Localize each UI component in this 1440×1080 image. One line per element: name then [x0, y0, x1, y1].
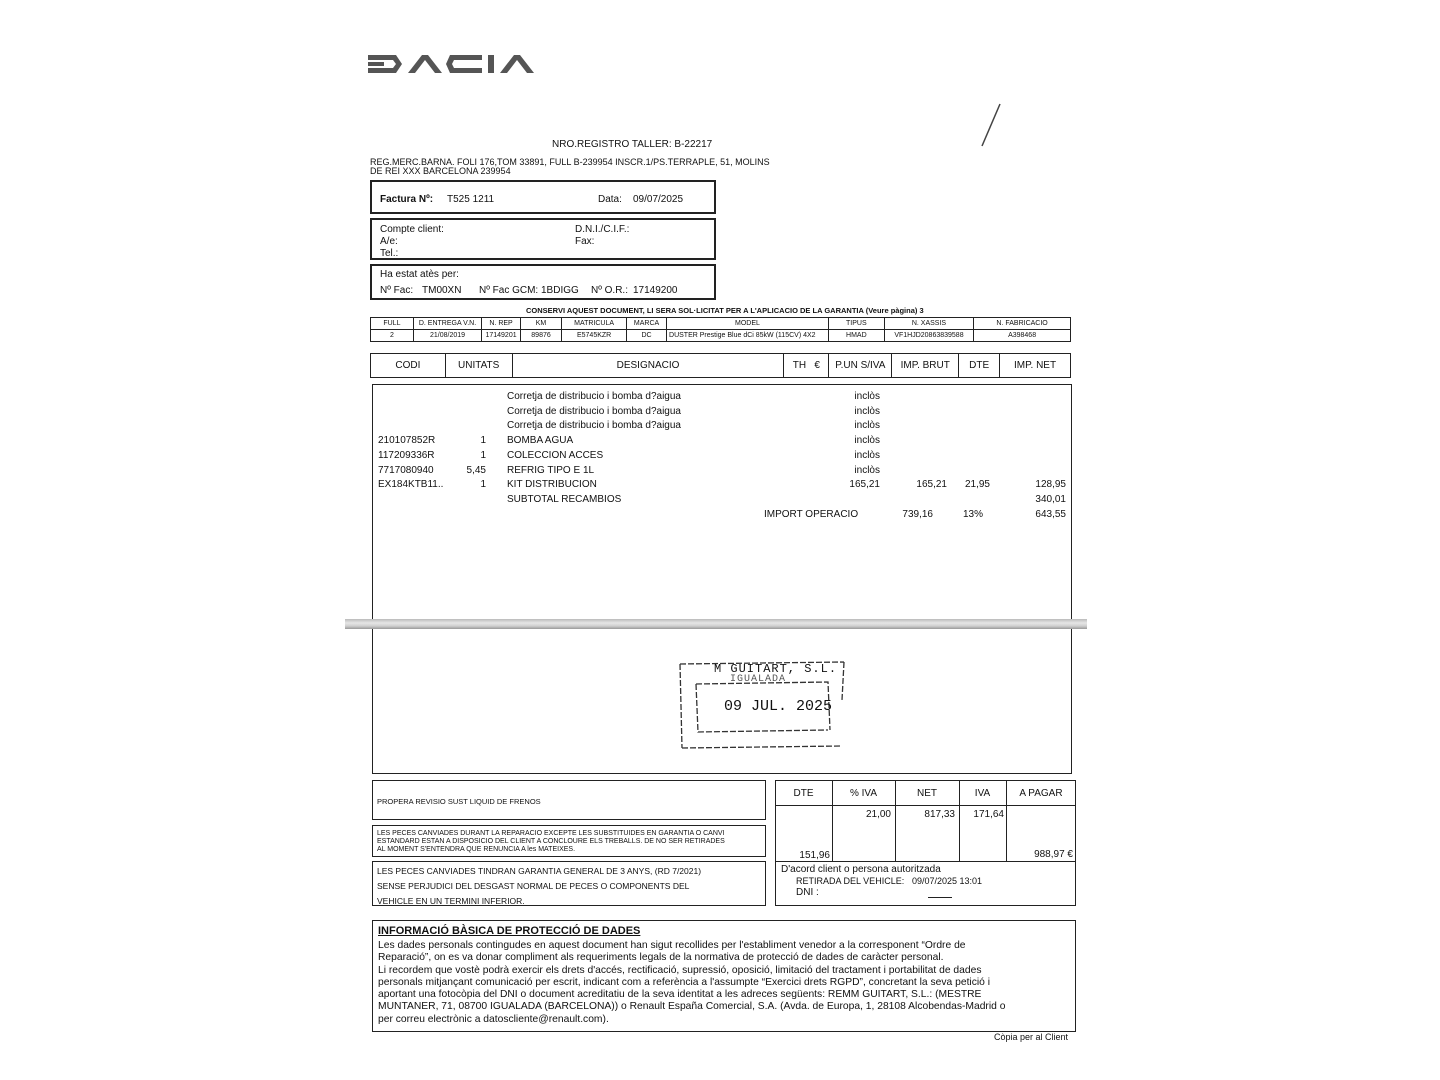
vehicle-col-matricula: MATRICULA: [562, 318, 627, 330]
item-pun: inclòs: [854, 420, 880, 431]
privacy-line-3: Li recordem que vostè podrà exercir els drets d'accés, rectificació, supressió, oposició, limitació del tractament i portabilitat de dades: [378, 964, 982, 976]
data-value: 09/07/2025: [633, 194, 684, 205]
item-pun: inclòs: [854, 391, 880, 402]
reg-merc-line1: REG.MERC.BARNA. FOLI 176,TOM 33891, FULL B-239954 INSCR.1/PS.TERRAPLE, 51, MOLINS: [370, 157, 770, 167]
col-unitats: UNITATS: [445, 354, 512, 378]
subtotal-value: 340,01: [1035, 494, 1066, 505]
vehicle-col-tipus: TIPUS: [828, 318, 884, 330]
col-dte: DTE: [959, 354, 1000, 378]
vehicle-entrega: 21/08/2019: [413, 330, 481, 342]
totals-head-apagar: A PAGAR: [1019, 788, 1063, 799]
or-label: Nº O.R.:: [591, 285, 628, 296]
stamp-date: 09 JUL. 2025: [724, 698, 833, 715]
vehicle-col-xassis: N. XASSIS: [884, 318, 973, 330]
retirada-label: RETIRADA DEL VEHICLE:: [796, 876, 905, 886]
subtotal-label: SUBTOTAL RECAMBIOS: [507, 494, 622, 505]
col-net: IMP. NET: [1000, 354, 1071, 378]
dni-label: DNI :: [796, 887, 819, 898]
vehicle-col-fabricacio: N. FABRICACIO: [974, 318, 1071, 330]
operacio-label: IMPORT OPERACIO: [764, 509, 859, 520]
acord-text: D'acord client o persona autoritzada: [781, 864, 941, 875]
peces-line3: AL MOMENT S'ENTENDRA QUE RENUNCIA A les MATEIXES.: [377, 846, 576, 853]
garantia-text: [377, 864, 701, 909]
col-euro-label: €: [814, 360, 820, 371]
item-brut: 165,21: [916, 479, 947, 490]
item-designacio: Corretja de distribucio i bomba d?aigua: [507, 420, 681, 431]
item-unitats: 1: [480, 435, 486, 446]
operacio-net: 643,55: [1035, 509, 1066, 520]
privacy-line-6: MUNTANER, 71, 08700 IGUALADA (BARCELONA)) o Renault España Comercial, S.A. (Avda. de Europa, 1, 28108 Alcobendas-Madrid o: [378, 1001, 1006, 1013]
nfac-label: Nº Fac:: [380, 285, 414, 296]
col-designacio: DESIGNACIO: [512, 354, 784, 378]
ae-label: A/e:: [380, 236, 398, 247]
stamp-line1: M GUITART, S.L.: [714, 662, 838, 676]
item-pun: 165,21: [849, 479, 880, 490]
propera-text: PROPERA REVISIO SUST LIQUID DE FRENOS: [377, 797, 541, 806]
peces-text: [377, 830, 725, 854]
reg-merc-line2: DE REI XXX BARCELONA 239954: [370, 166, 511, 176]
operacio-brut: 739,16: [902, 509, 933, 520]
item-designacio: Corretja de distribucio i bomba d?aigua: [507, 391, 681, 402]
vehicle-col-km: KM: [520, 318, 561, 330]
col-th: [784, 354, 829, 378]
conservi-notice: CONSERVI AQUEST DOCUMENT, LI SERA SOL·LICITAT PER A L'APLICACIO DE LA GARANTIA (Veure pàgina) 3: [526, 306, 924, 315]
item-designacio: BOMBA AGUA: [507, 435, 574, 446]
privacy-line-1: Les dades personals contingudes en aquest document han sigut recollides per l'establiment venedor a la corresponent “Ordre de: [378, 940, 966, 951]
peces-line2: ESTANDARD ESTAN A DISPOSICIO DEL CLIENT A CONCLOURE ELS TREBALLS. DE NO SER RETIRADES: [377, 838, 725, 845]
vehicle-xassis: VF1HJD20863839588: [884, 330, 973, 342]
privacy-line-2: Reparació”, on es va donar compliment als requeriments legals de la normativa de protecció de dades de caràcter personal.: [378, 952, 944, 964]
vehicle-col-entrega: D. ENTREGA V.N.: [413, 318, 481, 330]
gcm-label: Nº Fac GCM:: [479, 285, 539, 296]
vehicle-table: [370, 317, 1071, 342]
peces-line1: LES PECES CANVIADES DURANT LA REPARACIO EXCEPTE LES SUBSTITUIDES EN GARANTIA O CANVI: [377, 830, 725, 837]
vehicle-col-full: FULL: [371, 318, 414, 330]
vehicle-fabricacio: A398468: [974, 330, 1071, 342]
vehicle-col-marca: MARCA: [627, 318, 667, 330]
company-stamp: [678, 660, 846, 752]
compte-client-label: Compte client:: [380, 224, 444, 235]
vehicle-model: DUSTER Prestige Blue dCi 85kW (115CV) 4X2: [667, 330, 829, 342]
factura-label: Factura Nº:: [380, 194, 434, 205]
scan-fold-band: [345, 619, 1087, 629]
totals-iva: 171,64: [973, 809, 1004, 820]
gcm-value: 1BDIGG: [541, 285, 579, 296]
privacy-line-7: per correu electrònic a datoscliente@renault.com).: [378, 1013, 609, 1025]
item-designacio: Corretja de distribucio i bomba d?aigua: [507, 406, 681, 417]
vehicle-value-row: [371, 330, 1071, 342]
totals-head-net: NET: [917, 788, 937, 799]
item-codi: EX184KTB11..: [378, 479, 444, 490]
item-codi: 210107852R: [378, 435, 436, 446]
vehicle-col-nrep: N. REP: [482, 318, 521, 330]
tel-label: Tel.:: [380, 248, 399, 259]
privacy-title: INFORMACIÓ BÀSICA DE PROTECCIÓ DE DADES: [378, 925, 641, 937]
vehicle-tipus: HMAD: [828, 330, 884, 342]
item-designacio: REFRIG TIPO E 1L: [507, 465, 595, 476]
totals-head-dte: DTE: [793, 788, 814, 799]
dni-cif-label: D.N.I./C.I.F.:: [575, 224, 630, 235]
data-label: Data:: [598, 194, 622, 205]
ha-estat-label: Ha estat atès per:: [380, 269, 459, 280]
totals-net: 817,33: [924, 809, 955, 820]
dni-signature-line: [928, 897, 952, 898]
item-dte: 21,95: [964, 479, 990, 490]
vehicle-full: 2: [371, 330, 414, 342]
totals-header-divider: [775, 805, 1076, 806]
col-pun: P.UN S/IVA: [829, 354, 892, 378]
vehicle-marca: DC: [627, 330, 667, 342]
totals-head-iva: IVA: [974, 788, 991, 799]
privacy-text: [378, 940, 1005, 1026]
col-codi: CODI: [371, 354, 446, 378]
registro-taller: NRO.REGISTRO TALLER: B-22217: [552, 139, 713, 150]
privacy-line-5: aportant una fotocòpia del DNI o document acreditatiu de la seva identitat a les adreces següents: REMM GUITART, S.L.: (MESTRE: [378, 989, 982, 1001]
items-header-row: [371, 354, 1071, 378]
col-brut: IMP. BRUT: [892, 354, 959, 378]
item-codi: 7717080940: [378, 465, 434, 476]
item-pun: inclòs: [854, 450, 880, 461]
item-unitats: 1: [480, 450, 486, 461]
stamp-line2: IGUALADA: [730, 674, 787, 685]
col-th-label: TH: [792, 360, 807, 371]
factura-value: T525 1211: [447, 194, 495, 205]
fax-label: Fax:: [575, 236, 595, 247]
vehicle-col-model: MODEL: [667, 318, 829, 330]
totals-apagar: 988,97 €: [1034, 849, 1073, 860]
totals-dte: 151,96: [799, 850, 830, 861]
pen-mark-icon: [976, 100, 1006, 152]
vehicle-header-row: [371, 318, 1071, 330]
item-codi: 117209336R: [378, 450, 435, 461]
item-pun: inclòs: [854, 406, 880, 417]
item-designacio: COLECCION ACCES: [507, 450, 604, 461]
privacy-line-4: personals mitjançant comunicació per escrit, indicant com a referència a l'assumpte “Exercici drets RGPD”, concretant la seva petició i: [378, 976, 991, 988]
vehicle-matricula: E5745KZR: [562, 330, 627, 342]
garantia-line3: VEHICLE EN UN TERMINI INFERIOR.: [377, 896, 525, 906]
vehicle-km: 89876: [520, 330, 561, 342]
item-unitats: 1: [480, 479, 486, 490]
totals-iva-pct: 21,00: [865, 809, 891, 820]
vehicle-nrep: 17149201: [482, 330, 521, 342]
dacia-logo: [366, 52, 544, 76]
copia-client: Còpia per al Client: [994, 1032, 1069, 1042]
or-value: 17149200: [633, 285, 678, 296]
item-pun: inclòs: [854, 435, 880, 446]
items-header-table: [370, 353, 1071, 378]
garantia-line2: SENSE PERJUDICI DEL DESGAST NORMAL DE PECES O COMPONENTS DEL: [377, 881, 690, 891]
item-net: 128,95: [1035, 479, 1066, 490]
nfac-value: TM00XN: [422, 285, 462, 296]
retirada-value: 09/07/2025 13:01: [912, 876, 983, 886]
garantia-line1: LES PECES CANVIADES TINDRAN GARANTIA GENERAL DE 3 ANYS, (RD 7/2021): [377, 866, 702, 876]
operacio-dte: 13%: [963, 509, 984, 520]
item-pun: inclòs: [854, 465, 880, 476]
item-unitats: 5,45: [466, 465, 486, 476]
totals-head-iva-pct: % IVA: [849, 788, 878, 799]
item-designacio: KIT DISTRIBUCION: [507, 479, 597, 490]
